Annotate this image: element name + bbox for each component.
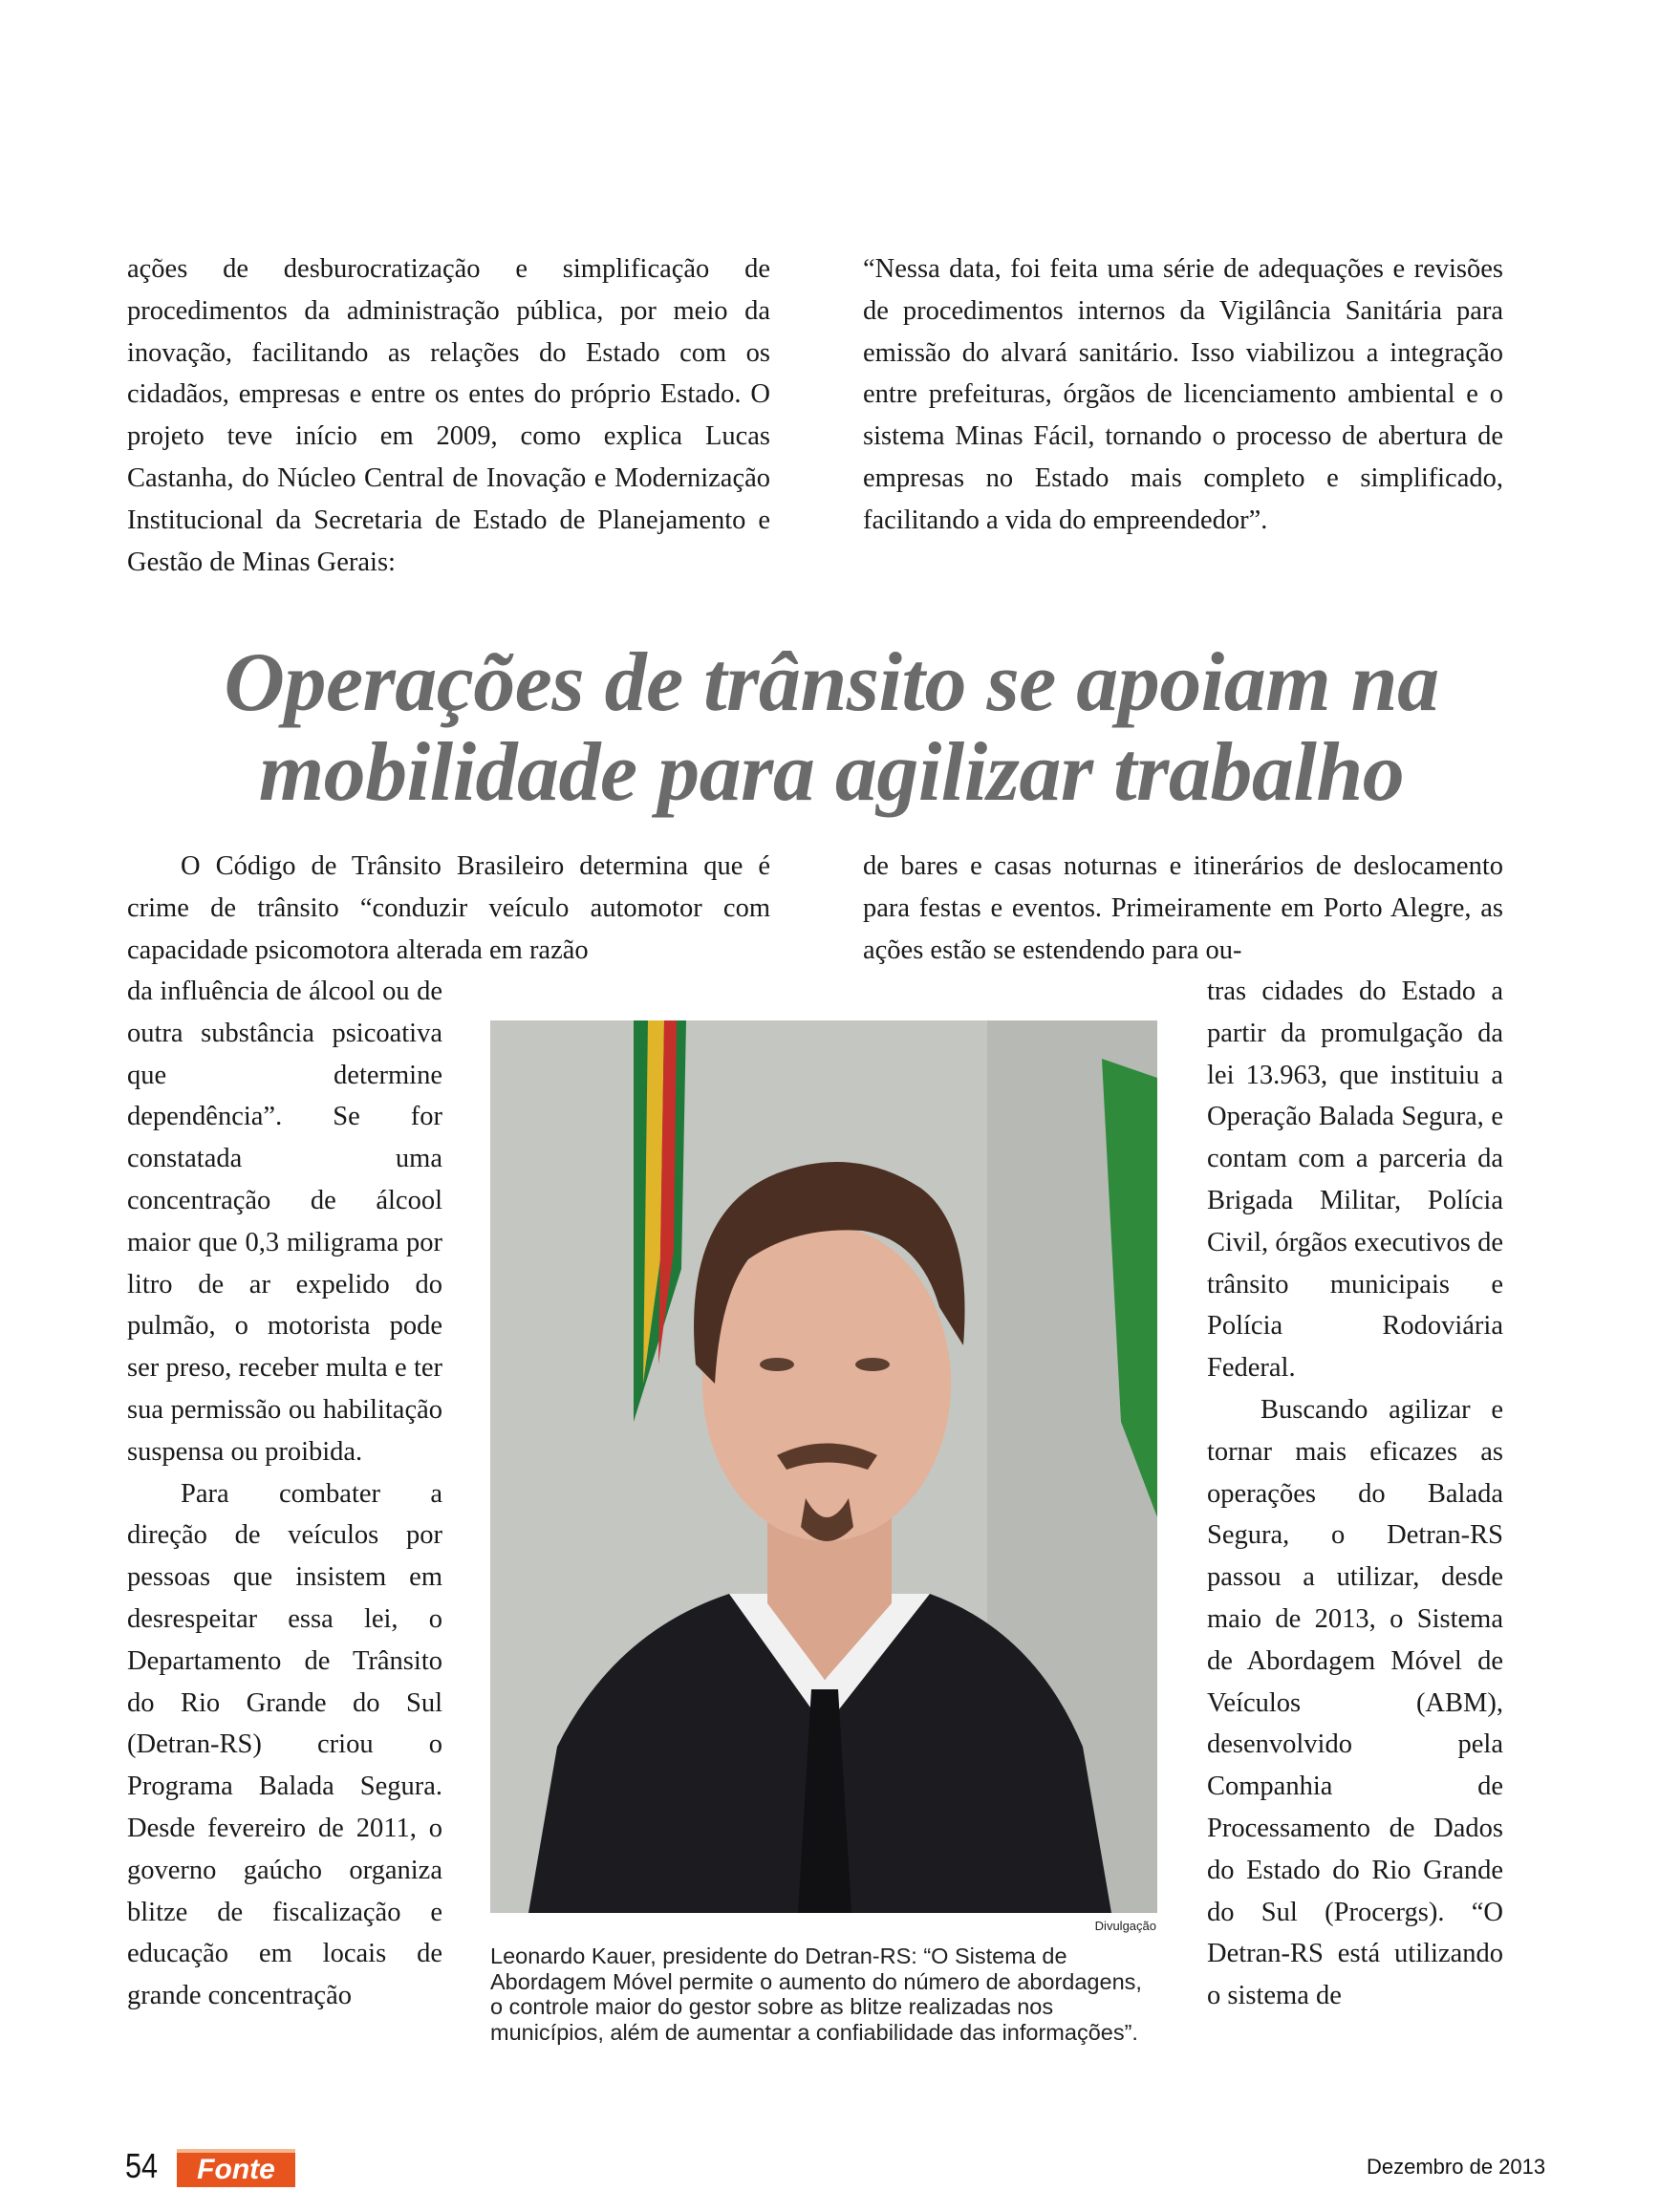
body-right-top-paragraph: de bares e casas noturnas e itinerários de deslocamento para festas e eventos. Primeiramente em Porto Alegre, as ações estão se estendendo para ou- bbox=[863, 851, 1503, 965]
headline-line-1: Operações de trânsito se apoiam na bbox=[224, 636, 1439, 729]
body-intro-column bbox=[127, 846, 770, 971]
top-left-paragraph: ações de desburocratização e simplificação de procedimentos da administração pública, por meio da inovação, facilitando as relações do Estado com os cidadãos, empresas e entre os entes do próprio Estado. O projeto teve início em 2009, como explica Lucas Castanha, do Núcleo Central de Inovação e Modernização Institucional da Secretaria de Estado de Planejamento e Gestão de Minas Gerais: bbox=[127, 254, 770, 577]
body-right-top-column bbox=[863, 846, 1503, 971]
body-left-paragraph-1: da influência de álcool ou de outra substância psicoativa que determine dependência”. Se for constatada uma concentração de álcool maior que 0,3 miligrama por litro de ar expelido do pulmão, o motorista pode ser preso, receber multa e ter sua permissão ou habilitação suspensa ou proibida. bbox=[127, 977, 442, 1467]
photo-credit: Divulgação bbox=[1094, 1919, 1156, 1933]
magazine-logo: Fonte bbox=[177, 2149, 295, 2187]
body-right-column bbox=[1207, 971, 1503, 2017]
photo-caption: Leonardo Kauer, presidente do Detran-RS: “O Sistema de Abordagem Móvel permite o aumento do número de abordagens, o controle maior do gestor sobre as blitze realizadas nos municípios, além de aumentar a confiabilidade das informações”. bbox=[490, 1944, 1142, 2045]
top-right-paragraph: “Nessa data, foi feita uma série de adequações e revisões de procedimentos internos da Vigilância Sanitária para emissão do alvará sanitário. Isso viabilizou a integração entre prefeituras, órgãos de licenciamento ambiental e o sistema Minas Fácil, tornando o processo de abertura de empresas no Estado mais completo e simplificado, facilitando a vida do empreendedor”. bbox=[863, 254, 1503, 535]
portrait-photo bbox=[490, 1020, 1157, 1913]
top-left-column bbox=[127, 248, 770, 583]
headline-line-2: mobilidade para agilizar trabalho bbox=[258, 726, 1405, 819]
portrait-illustration bbox=[490, 1020, 1157, 1913]
body-right-paragraph-2: Buscando agilizar e tornar mais eficazes as operações do Balada Segura, o Detran-RS passou a utilizar, desde maio de 2013, o Sistema de Abordagem Móvel de Veículos (ABM), desenvolvido pela Companhia de Processamento de Dados do Estado do Rio Grande do Sul (Procergs). “O Detran-RS está utilizando o sistema de bbox=[1207, 1394, 1503, 2011]
page-number: 54 bbox=[125, 2146, 159, 2185]
body-left-column bbox=[127, 971, 442, 2017]
body-intro-paragraph: O Código de Trânsito Brasileiro determina que é crime de trânsito “conduzir veículo automotor com capacidade psicomotora alterada em razão bbox=[127, 851, 770, 965]
body-left-paragraph-2: Para combater a direção de veículos por pessoas que insistem em desrespeitar essa lei, o Departamento de Trânsito do Rio Grande do Sul (Detran-RS) criou o Programa Balada Segura. Desde fevereiro de 2011, o governo gaúcho organiza blitze de fiscalização e educação em locais de grande concentração bbox=[127, 1478, 442, 2011]
issue-date: Dezembro de 2013 bbox=[1367, 2155, 1546, 2179]
article-headline bbox=[115, 638, 1548, 818]
top-right-column bbox=[863, 248, 1503, 542]
body-right-paragraph-1: tras cidades do Estado a partir da promulgação da lei 13.963, que instituiu a Operação Balada Segura, e contam com a parceria da Brigada Militar, Polícia Civil, órgãos executivos de trânsito municipais e Polícia Rodoviária Federal. bbox=[1207, 977, 1503, 1384]
